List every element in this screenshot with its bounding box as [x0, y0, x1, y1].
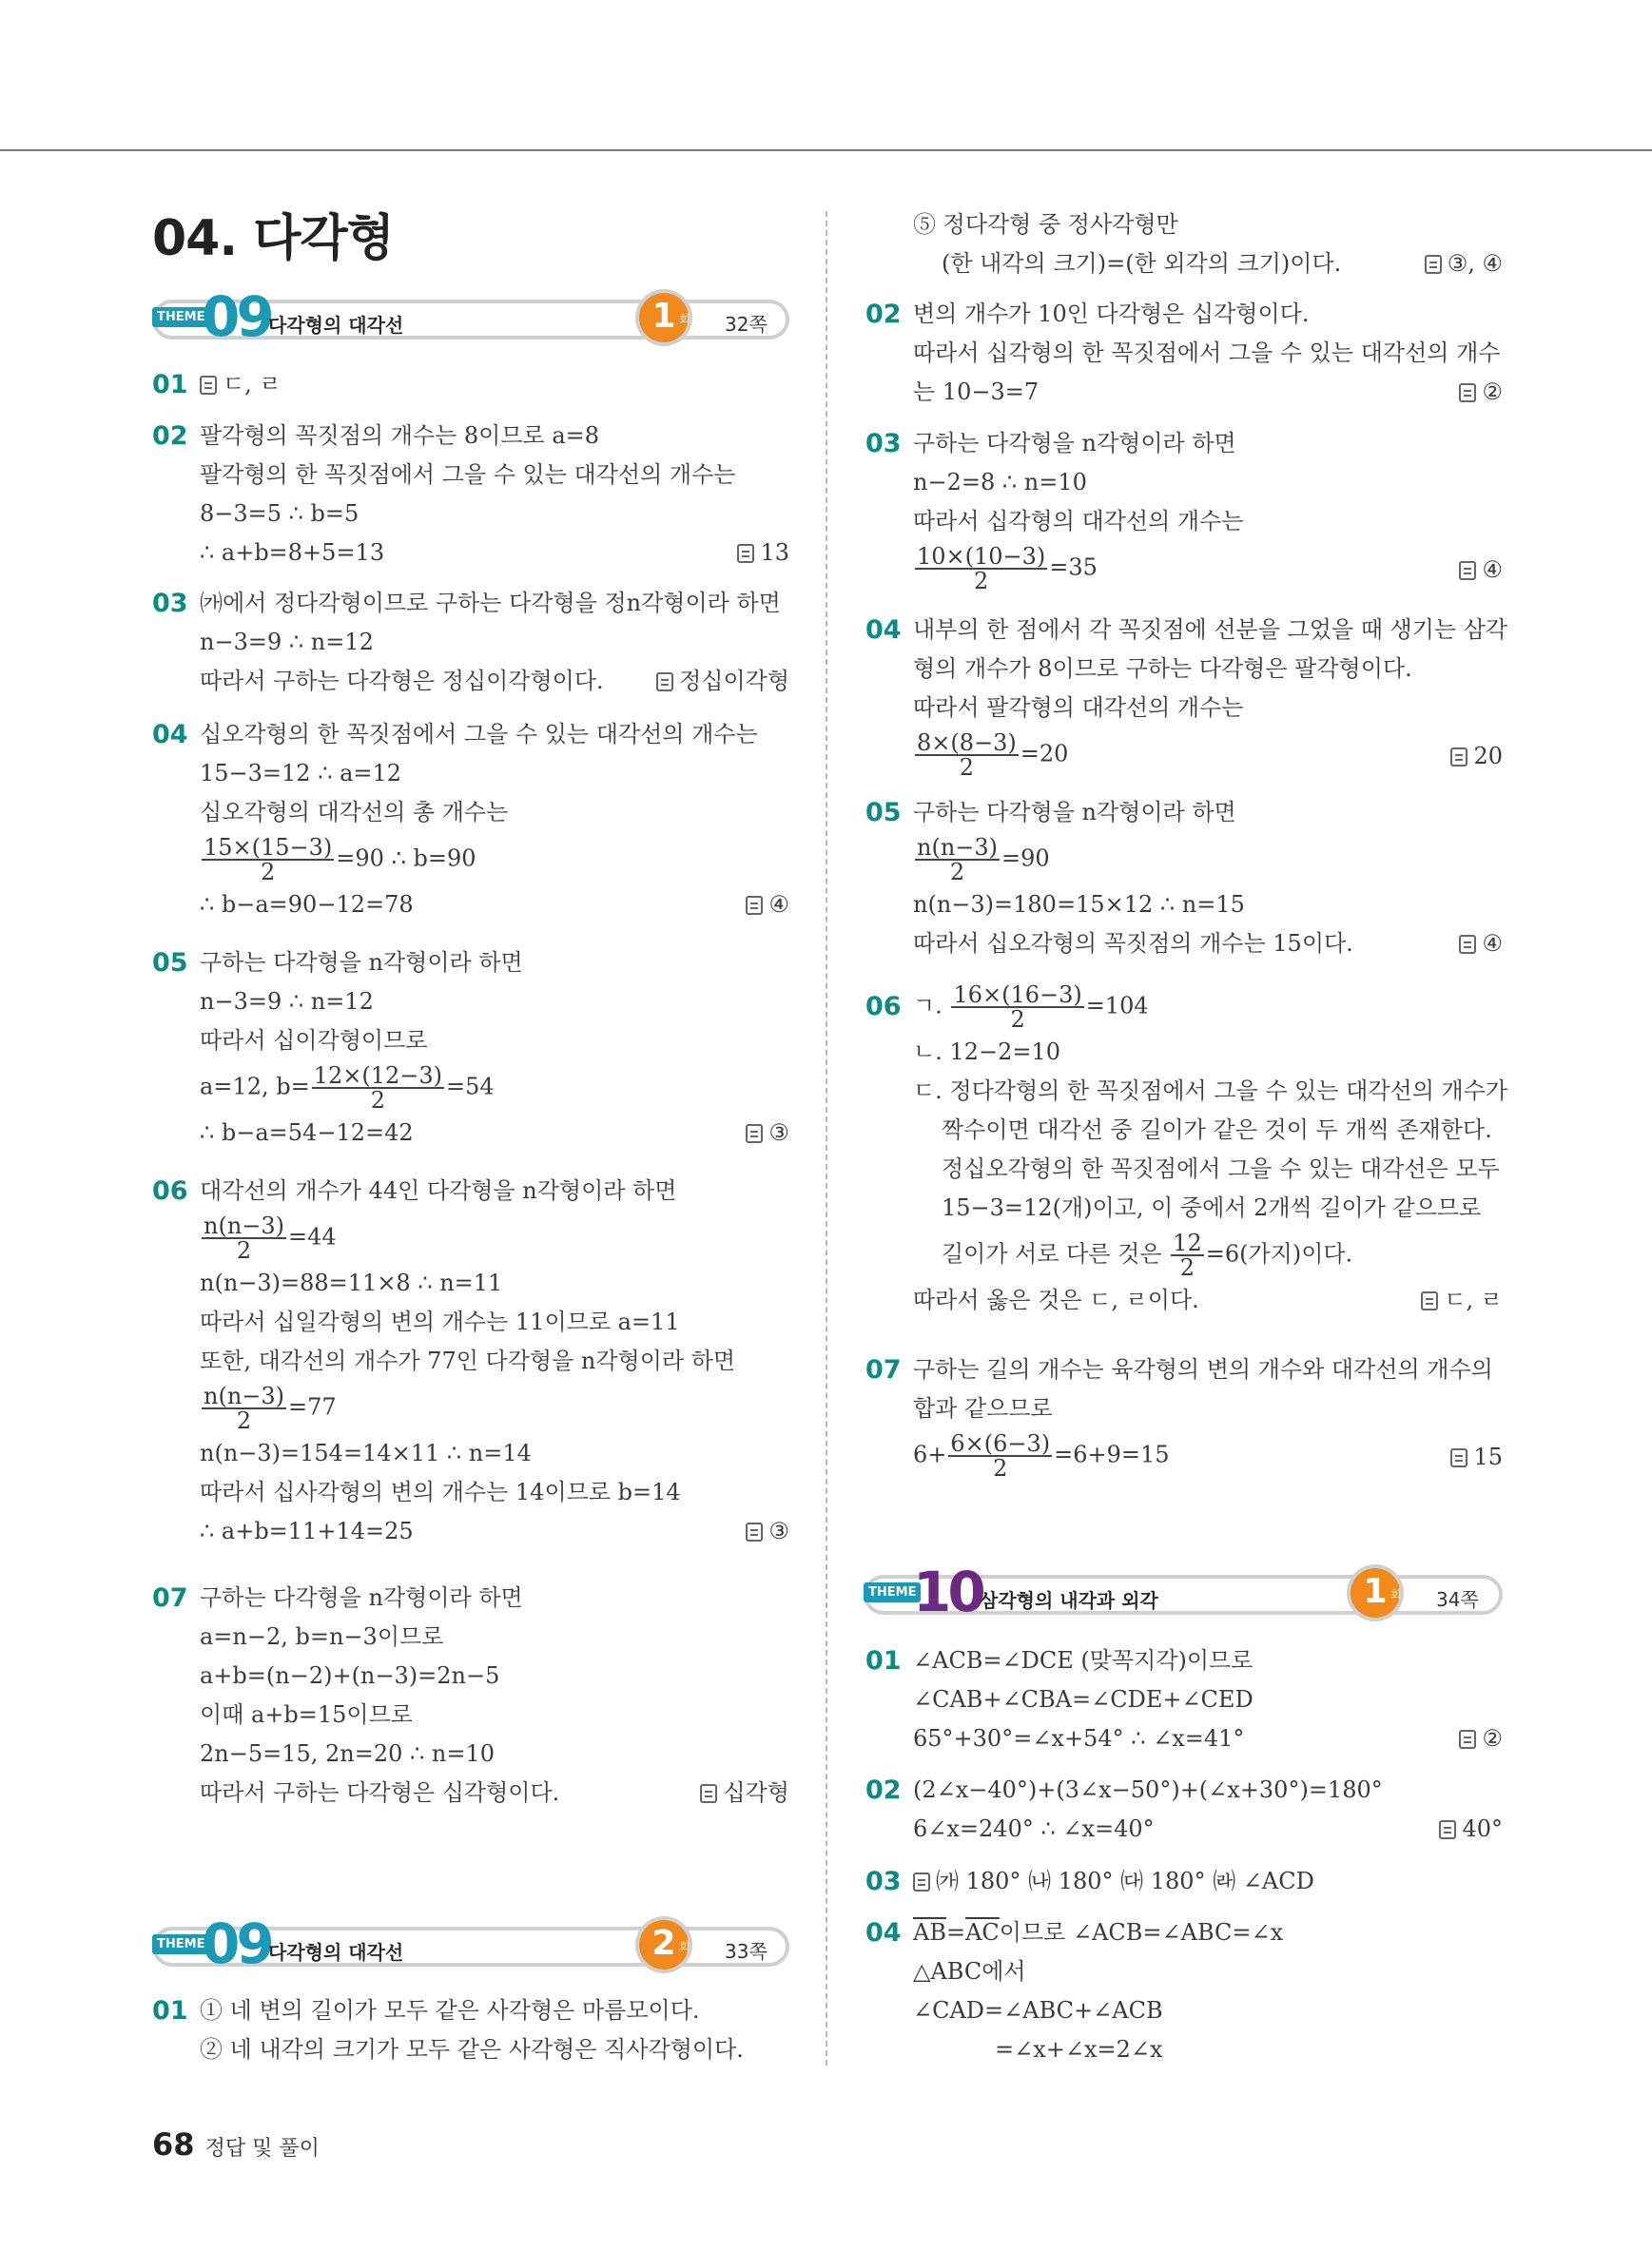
item-number: 02: [865, 1776, 902, 1805]
solution-line: ⑤ 정다각형 중 정사각형만: [913, 211, 1178, 238]
answer: ③, ④: [1447, 250, 1503, 277]
solution-line: 팔각형의 한 꼭짓점에서 그을 수 있는 대각선의 개수는: [200, 461, 736, 488]
answer: ④: [768, 891, 789, 918]
solution-line: =∠x+∠x=2∠x: [995, 2036, 1163, 2063]
answer: 십각형: [723, 1779, 789, 1806]
answer: 13: [760, 539, 789, 566]
solution-line: 6+: [913, 1441, 947, 1468]
solution-line: n(n−3)=154=14×11 ∴ n=14: [200, 1440, 532, 1466]
solution-line: 형의 개수가 8이므로 구하는 다각형은 팔각형이다.: [913, 655, 1412, 682]
solution-line: 십오각형의 한 꼭짓점에서 그을 수 있는 대각선의 개수는: [200, 721, 758, 747]
item-number: 07: [865, 1355, 902, 1385]
solution-line: ∠CAD=∠ABC+∠ACB: [913, 1997, 1163, 2024]
solution-line: 이때 a+b=15이므로: [200, 1701, 413, 1728]
theme-title: 다각형의 대각선: [268, 314, 404, 337]
answer: ②: [1482, 1725, 1503, 1752]
theme-badge: THEME: [864, 1582, 921, 1602]
item-number: 04: [865, 1918, 902, 1948]
fraction: $\frac{n(n-3)}{2}$: [917, 834, 999, 885]
solution-line: 또한, 대각선의 개수가 77인 다각형을 n각형이라 하면: [200, 1348, 736, 1374]
solution-line: 짝수이면 대각선 중 길이가 같은 것이 두 개씩 존재한다.: [942, 1116, 1492, 1143]
solution-line: 15−3=12(개)이고, 이 중에서 2개씩 길이가 같으므로: [942, 1194, 1482, 1221]
answer: ㄷ, ㄹ: [1444, 1287, 1503, 1313]
solution-line: △ABC에서: [913, 1958, 1026, 1985]
solution-line: 따라서 십각형의 대각선의 개수는: [913, 508, 1244, 534]
solution-line: =54: [445, 1073, 495, 1100]
page-ref: 32쪽: [725, 313, 768, 336]
theme-header-09-2: [152, 1911, 789, 1976]
solution-line: ∠CAB+∠CBA=∠CDE+∠CED: [913, 1686, 1254, 1713]
round-circle: 1: [1351, 1568, 1400, 1618]
solution-line: =90: [1001, 844, 1050, 872]
solution-line: 는 10−3=7: [913, 378, 1040, 405]
answer: ④: [1482, 556, 1503, 583]
solution-line: 내부의 한 점에서 각 꼭짓점에 선분을 그었을 때 생기는 삼각: [913, 616, 1508, 643]
solution-line: n−3=9 ∴ n=12: [200, 988, 374, 1015]
theme-title: 다각형의 대각선: [268, 1941, 404, 1964]
page-ref: 33쪽: [725, 1940, 768, 1963]
solution-line: 대각선의 개수가 44인 다각형을 n각형이라 하면: [200, 1177, 677, 1204]
segment-ac: $\overline{AC}$: [965, 1919, 1000, 1946]
fraction: $\frac{16\times(16-3)}{2}$: [953, 981, 1082, 1033]
item-number: 05: [152, 948, 188, 978]
solution-line: 구하는 길의 개수는 육각형의 변의 개수와 대각선의 개수의: [913, 1356, 1493, 1383]
solution-line: =90 ∴ b=90: [336, 844, 476, 872]
solution-line: 이므로 ∠ACB=∠ABC=∠x: [999, 1919, 1284, 1946]
theme-number: 09: [202, 284, 271, 349]
fraction: $\frac{12}{2}$: [1173, 1230, 1202, 1281]
solution-line: 따라서 옳은 것은 ㄷ, ㄹ이다.: [913, 1287, 1199, 1313]
solution-line: 합과 같으므로: [913, 1395, 1053, 1422]
answer-icon: [746, 1124, 763, 1143]
solution-line: =104: [1085, 992, 1149, 1019]
fraction: $\frac{6\times(6-3)}{2}$: [950, 1430, 1051, 1482]
answer-icon: [913, 1873, 930, 1892]
item-number: 06: [865, 992, 902, 1021]
theme-header-10-1: [864, 1560, 1503, 1624]
answer-icon: [1459, 561, 1476, 580]
solution-line: =20: [1020, 740, 1069, 767]
theme-badge: THEME: [152, 307, 209, 327]
solution-line: a+b=(n−2)+(n−3)=2n−5: [200, 1662, 500, 1689]
answer-icon: [1459, 935, 1476, 954]
solution-line: =77: [288, 1393, 337, 1421]
solution-line: (2∠x−40°)+(3∠x−50°)+(∠x+30°)=180°: [913, 1776, 1383, 1803]
theme-title: 삼각형의 내각과 외각: [980, 1589, 1158, 1612]
answer: ④: [1482, 930, 1503, 957]
item-number: 07: [152, 1583, 188, 1613]
item-number: 03: [865, 429, 902, 458]
solution-line: a=12, b=: [200, 1073, 310, 1100]
answer: 20: [1473, 743, 1503, 769]
solution-line: 십오각형의 대각선의 총 개수는: [200, 799, 509, 825]
round-circle: 2: [639, 1920, 689, 1970]
solution-line: 구하는 다각형을 n각형이라 하면: [200, 949, 523, 976]
footer-text: 정답 및 풀이: [204, 2137, 320, 2161]
item-number: 02: [152, 421, 188, 451]
solution-line: 따라서 구하는 다각형은 정십이각형이다.: [200, 668, 604, 694]
solution-line: 따라서 십일각형의 변의 개수는 11이므로 a=11: [200, 1309, 680, 1335]
solution-line: 6∠x=240° ∴ ∠x=40°: [913, 1815, 1155, 1842]
answer: ②: [1482, 378, 1503, 405]
solution-line: ∴ a+b=8+5=13: [200, 539, 385, 566]
answer-icon: [746, 896, 763, 915]
solution-line: 팔각형의 꼭짓점의 개수는 8이므로 a=8: [200, 422, 600, 449]
solution-line: ② 네 내각의 크기가 모두 같은 사각형은 직사각형이다.: [200, 2036, 744, 2063]
solution-line: 변의 개수가 10인 다각형은 십각형이다.: [913, 301, 1310, 327]
theme-header-09-1: [152, 284, 789, 349]
answer-icon: [656, 672, 673, 691]
solution-line: =35: [1049, 553, 1098, 581]
solution-line: 구하는 다각형을 n각형이라 하면: [913, 430, 1236, 456]
round-suffix: 회: [1390, 1588, 1402, 1601]
solution-line: 2n−5=15, 2n=20 ∴ n=10: [200, 1740, 496, 1767]
answer-icon: [1421, 1291, 1438, 1310]
solution-line: 길이가 서로 다른 것은: [942, 1240, 1170, 1268]
theme-number: 09: [202, 1911, 271, 1976]
solution-line: a=n−2, b=n−3이므로: [200, 1623, 444, 1650]
answer-icon: [700, 1784, 717, 1803]
column-divider: [826, 211, 827, 2066]
answer-icon: [1439, 1820, 1456, 1839]
solution-line: =6(가지)이다.: [1205, 1240, 1353, 1268]
round-suffix: 회: [679, 313, 690, 326]
solution-line: 따라서 구하는 다각형은 십각형이다.: [200, 1779, 560, 1806]
solution-line: 구하는 다각형을 n각형이라 하면: [913, 799, 1236, 825]
answer-icon: [200, 376, 217, 395]
solution-line: ㈎에서 정다각형이므로 구하는 다각형을 정n각형이라 하면: [200, 590, 781, 616]
item-number: 05: [865, 798, 902, 827]
solution-line: =6+9=15: [1054, 1441, 1170, 1468]
fraction: $\frac{n(n-3)}{2}$: [204, 1383, 285, 1434]
item-number: 03: [152, 589, 188, 618]
page-ref: 34쪽: [1436, 1588, 1479, 1611]
solution-line: ∴ a+b=11+14=25: [200, 1518, 414, 1544]
solution-line: n(n−3)=88=11×8 ∴ n=11: [200, 1270, 503, 1296]
solution-line: ∴ b−a=90−12=78: [200, 891, 414, 918]
top-rule: [0, 149, 1652, 151]
item-number: 03: [865, 1867, 902, 1896]
page-footer: [152, 2126, 320, 2163]
answer: ③: [768, 1119, 789, 1146]
chapter-title: 04. 다각형: [152, 210, 394, 267]
solution-line: n(n−3)=180=15×12 ∴ n=15: [913, 891, 1245, 918]
solution-line: 15−3=12 ∴ a=12: [200, 760, 402, 786]
solution-line: 따라서 십오각형의 꼭짓점의 개수는 15이다.: [913, 930, 1353, 957]
round-suffix: 회: [679, 1940, 690, 1953]
answer-icon: [1425, 255, 1442, 274]
answer-icon: [1459, 383, 1476, 402]
answer: 15: [1473, 1444, 1503, 1470]
solution-line: 따라서 십이각형이므로: [200, 1027, 428, 1054]
answer-icon: [746, 1523, 763, 1542]
solution-line: ㄴ. 12−2=10: [913, 1038, 1061, 1065]
answer: ㄷ, ㄹ: [223, 371, 282, 398]
solution-line: 정십오각형의 한 꼭짓점에서 그을 수 있는 대각선은 모두: [942, 1155, 1500, 1182]
item-number: 02: [865, 300, 902, 329]
solution-line: (한 내각의 크기)=(한 외각의 크기)이다.: [942, 250, 1342, 277]
theme-badge: THEME: [152, 1934, 209, 1954]
fraction: $\frac{n(n-3)}{2}$: [204, 1213, 285, 1264]
solution-line: ① 네 변의 길이가 모두 같은 사각형은 마름모이다.: [200, 1997, 700, 2024]
item-number: 04: [152, 720, 188, 749]
solution-line: =: [945, 1919, 966, 1946]
solution-line: 8−3=5 ∴ b=5: [200, 500, 360, 527]
segment-ab: $\overline{AB}$: [913, 1919, 946, 1946]
solution-line: 따라서 팔각형의 대각선의 개수는: [913, 694, 1244, 721]
answer-icon: [737, 544, 754, 563]
solution-line: 따라서 십각형의 한 꼭짓점에서 그을 수 있는 대각선의 개수: [913, 340, 1501, 366]
answer: 40°: [1462, 1815, 1503, 1842]
solution-line: n−2=8 ∴ n=10: [913, 469, 1087, 495]
solution-line: n−3=9 ∴ n=12: [200, 629, 374, 655]
answer: ㈎ 180° ㈏ 180° ㈐ 180° ㈑ ∠ACD: [936, 1868, 1314, 1894]
fraction: $\frac{12\times(12-3)}{2}$: [313, 1062, 442, 1114]
answer-icon: [1459, 1730, 1476, 1749]
item-number: 01: [865, 1646, 902, 1676]
round-circle: 1: [639, 293, 689, 342]
answer-icon: [1450, 747, 1467, 767]
answer-icon: [1450, 1448, 1467, 1467]
item-number: 04: [865, 615, 902, 645]
page-number: 68: [152, 2126, 195, 2163]
solution-line: ∴ b−a=54−12=42: [200, 1119, 414, 1146]
solution-line: ∠ACB=∠DCE (맞꼭지각)이므로: [913, 1647, 1254, 1674]
fraction: $\frac{10\times(10-3)}{2}$: [917, 543, 1046, 594]
item-number: 01: [152, 1996, 188, 2026]
answer: 정십이각형: [679, 668, 789, 694]
item-number: 06: [152, 1176, 188, 1206]
solution-line: 따라서 십사각형의 변의 개수는 14이므로 b=14: [200, 1479, 681, 1505]
solution-line: =44: [288, 1223, 337, 1251]
solution-line: 65°+30°=∠x+54° ∴ ∠x=41°: [913, 1725, 1245, 1752]
solution-line: ㄱ.: [913, 992, 950, 1019]
answer: ③: [768, 1518, 789, 1544]
item-number: 01: [152, 370, 188, 399]
fraction: $\frac{8\times(8-3)}{2}$: [917, 729, 1017, 781]
fraction: $\frac{15\times(15-3)}{2}$: [204, 834, 333, 885]
solution-line: 구하는 다각형을 n각형이라 하면: [200, 1584, 523, 1611]
theme-number: 10: [913, 1560, 982, 1624]
solution-line: ㄷ. 정다각형의 한 꼭짓점에서 그을 수 있는 대각선의 개수가: [913, 1077, 1508, 1104]
